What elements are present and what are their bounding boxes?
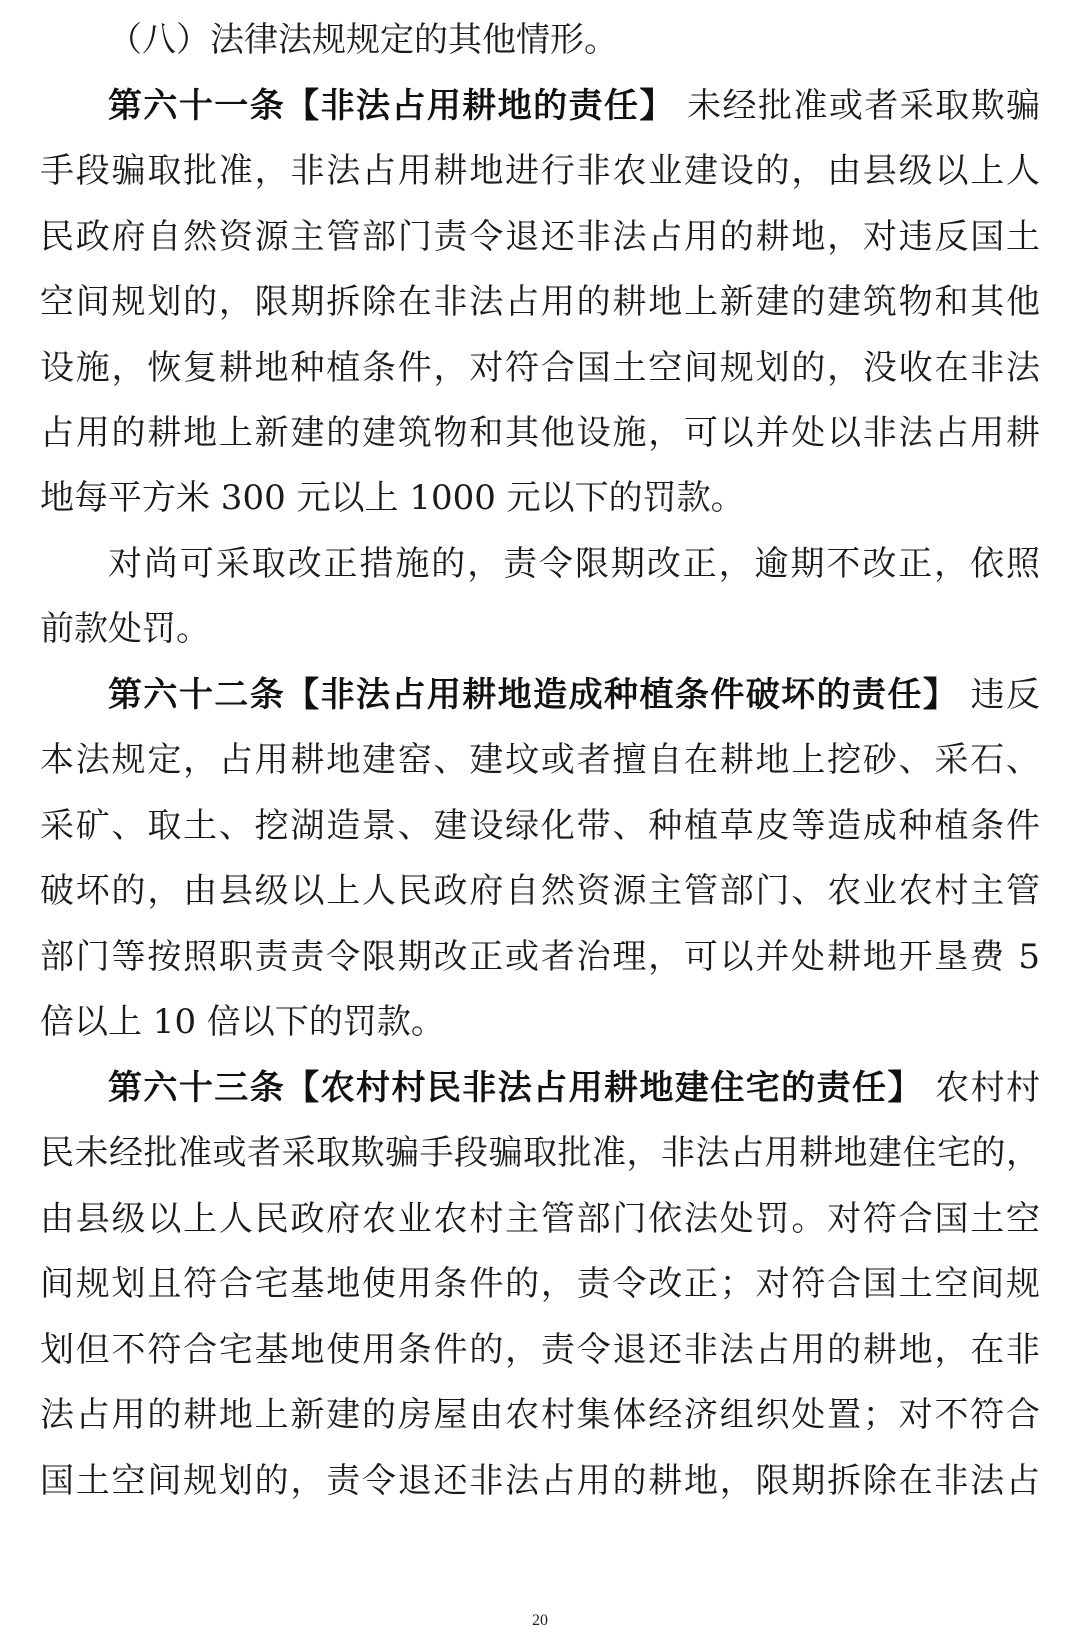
line-text: 民未经批准或者采取欺骗手段骗取批准，非法占用耕地建住宅的，	[40, 1133, 1040, 1173]
line-text: 破坏的，由县级以上人民政府自然资源主管部门、农业农村主管	[40, 871, 1040, 911]
text-line	[108, 1060, 1040, 1120]
article-heading: 第六十三条【农村村民非法占用耕地建住宅的责任】	[108, 1068, 923, 1108]
text-line	[40, 470, 1040, 530]
text-line	[40, 1191, 1040, 1251]
text-line	[40, 1256, 1040, 1316]
line-text: 前款处罚。	[40, 609, 210, 649]
text-line	[40, 929, 1040, 989]
line-text: 倍以上 10 倍以下的罚款。	[40, 1002, 445, 1042]
line-text: 手段骗取批准，非法占用耕地进行非农业建设的，由县级以上人	[40, 151, 1040, 191]
text-line	[40, 732, 1040, 792]
text-line	[108, 536, 1040, 596]
line-text: 对尚可采取改正措施的，责令限期改正，逾期不改正，依照	[108, 544, 1040, 584]
text-line	[108, 78, 1040, 138]
text-line	[108, 12, 1040, 72]
article-heading: 第六十一条【非法占用耕地的责任】	[108, 86, 675, 126]
text-line	[40, 1387, 1040, 1447]
text-line	[40, 994, 1040, 1054]
line-text: 本法规定，占用耕地建窑、建坟或者擅自在耕地上挖砂、采石、	[40, 740, 1040, 780]
page-number: 20	[532, 1612, 548, 1629]
text-line	[40, 274, 1040, 334]
line-text: 设施，恢复耕地种植条件，对符合国土空间规划的，没收在非法	[40, 348, 1040, 388]
line-text: 由县级以上人民政府农业农村主管部门依法处罚。对符合国土空	[40, 1199, 1040, 1239]
text-line	[40, 143, 1040, 203]
text-line	[40, 1125, 1040, 1185]
line-text: 法占用的耕地上新建的房屋由农村集体经济组织处置；对不符合	[40, 1395, 1040, 1435]
text-line	[40, 1322, 1040, 1382]
line-text: 违反	[958, 675, 1040, 715]
line-text: 民政府自然资源主管部门责令退还非法占用的耕地，对违反国土	[40, 217, 1040, 257]
line-text: 国土空间规划的，责令退还非法占用的耕地，限期拆除在非法占	[40, 1461, 1040, 1501]
text-line	[40, 209, 1040, 269]
line-text: 间规划且符合宅基地使用条件的，责令改正；对符合国土空间规	[40, 1264, 1040, 1304]
text-line	[40, 798, 1040, 858]
text-line	[40, 405, 1040, 465]
line-text: 农村村	[922, 1068, 1041, 1108]
line-text: 划但不符合宅基地使用条件的，责令退还非法占用的耕地，在非	[40, 1330, 1040, 1370]
line-text: （八）法律法规规定的其他情形。	[108, 20, 618, 60]
text-line	[40, 1453, 1040, 1513]
line-text: 占用的耕地上新建的建筑物和其他设施，可以并处以非法占用耕	[40, 413, 1040, 453]
text-line	[108, 667, 1040, 727]
line-text: 采矿、取土、挖湖造景、建设绿化带、种植草皮等造成种植条件	[40, 806, 1040, 846]
line-text: 未经批准或者采取欺骗	[674, 86, 1041, 126]
text-line	[40, 601, 1040, 661]
text-line	[40, 863, 1040, 923]
text-line	[40, 340, 1040, 400]
line-text: 部门等按照职责责令限期改正或者治理，可以并处耕地开垦费 5	[40, 937, 1040, 977]
line-text: 空间规划的，限期拆除在非法占用的耕地上新建的建筑物和其他	[40, 282, 1040, 322]
line-text: 地每平方米 300 元以上 1000 元以下的罚款。	[40, 478, 745, 518]
article-heading: 第六十二条【非法占用耕地造成种植条件破坏的责任】	[108, 675, 959, 715]
